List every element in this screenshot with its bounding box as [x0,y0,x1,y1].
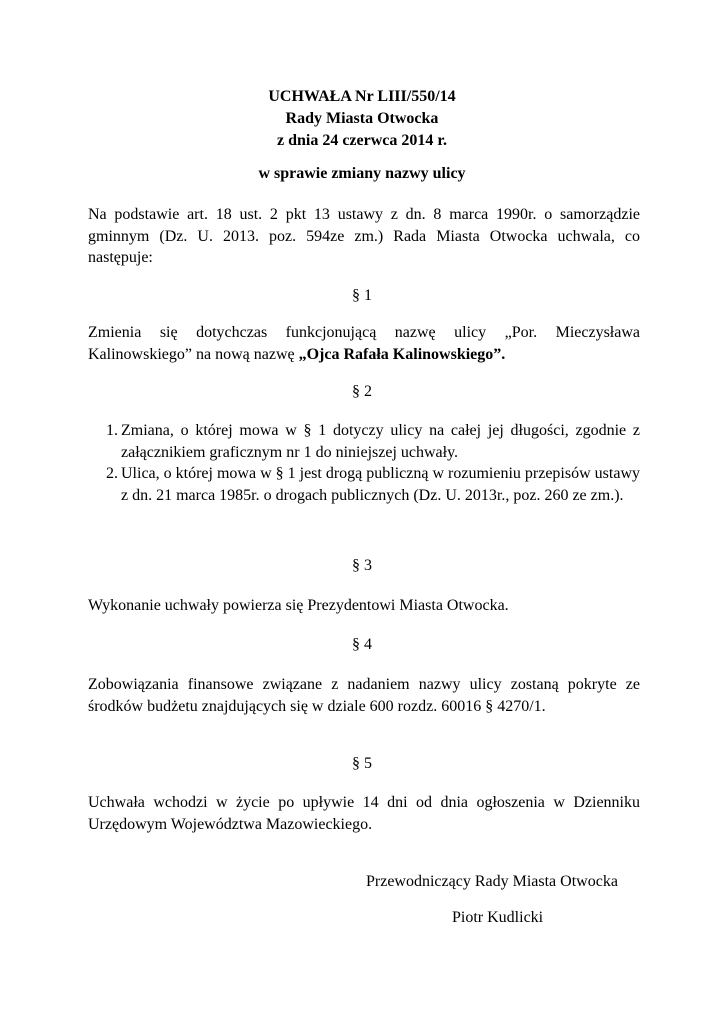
list-item-text: Zmiana, o której mowa w § 1 dotyczy ulicy na całej jej długości, zgodnie z załącznikiem graficznym nr 1 do niniejszej uchwały. [121,422,640,461]
list-item [88,420,640,463]
signature-title: Przewodniczący Rady Miasta Otwocka [366,873,618,890]
section-3-text: Wykonanie uchwały powierza się Prezydentowi Miasta Otwocka. [88,597,509,614]
section-5-text: Uchwała wchodzi w życie po upływie 14 dni od dnia ogłoszenia w Dzienniku Urzędowym Województwa Mazowieckiego. [88,794,640,833]
section-2-title: § 2 [352,383,372,400]
list-item-text: Ulica, o której mowa w § 1 jest drogą publiczną w rozumieniu przepisów ustawy z dn. 21 marca 1985r. o drogach publicznych (Dz. U. 2013r., poz. 260 ze zm.). [121,465,640,504]
section-1-text-regular: Zmienia się dotychczas funkcjonującą nazwę ulicy „Por. Mieczysława Kalinowskiego” na nową nazwę [88,324,640,363]
preamble-paragraph: Na podstawie art. 18 ust. 2 pkt 13 ustawy z dn. 8 marca 1990r. o samorządzie gminnym (Dz. U. 2013. poz. 594ze zm.) Rada Miasta Otwocka uchwala, co następuje: [88,206,640,266]
list-item-number: 2. [106,465,118,482]
section-5-title: § 5 [352,755,372,772]
signature-name: Piotr Kudlicki [452,909,544,926]
section-2-list [88,420,640,506]
section-1-new-street-name: „Ojca Rafała Kalinowskiego”. [298,345,506,363]
list-item [88,463,640,506]
list-item-number: 1. [106,422,118,439]
council-name: Rady Miasta Otwocka [285,110,439,127]
resolution-date: z dnia 24 czerwca 2014 r. [276,132,448,149]
section-3-title: § 3 [352,557,372,574]
resolution-number: UCHWAŁA Nr LIII/550/14 [268,88,456,105]
section-1-title: § 1 [352,287,372,304]
section-4-title: § 4 [352,636,372,653]
resolution-header [0,86,724,152]
resolution-subject: w sprawie zmiany nazwy ulicy [258,165,466,182]
section-1-text [88,322,640,365]
section-4-text: Zobowiązania finansowe związane z nadaniem nazwy ulicy zostaną pokryte ze środków budżetu znajdujących się w dziale 600 rozdz. 60016 § 4270/1. [88,676,640,715]
